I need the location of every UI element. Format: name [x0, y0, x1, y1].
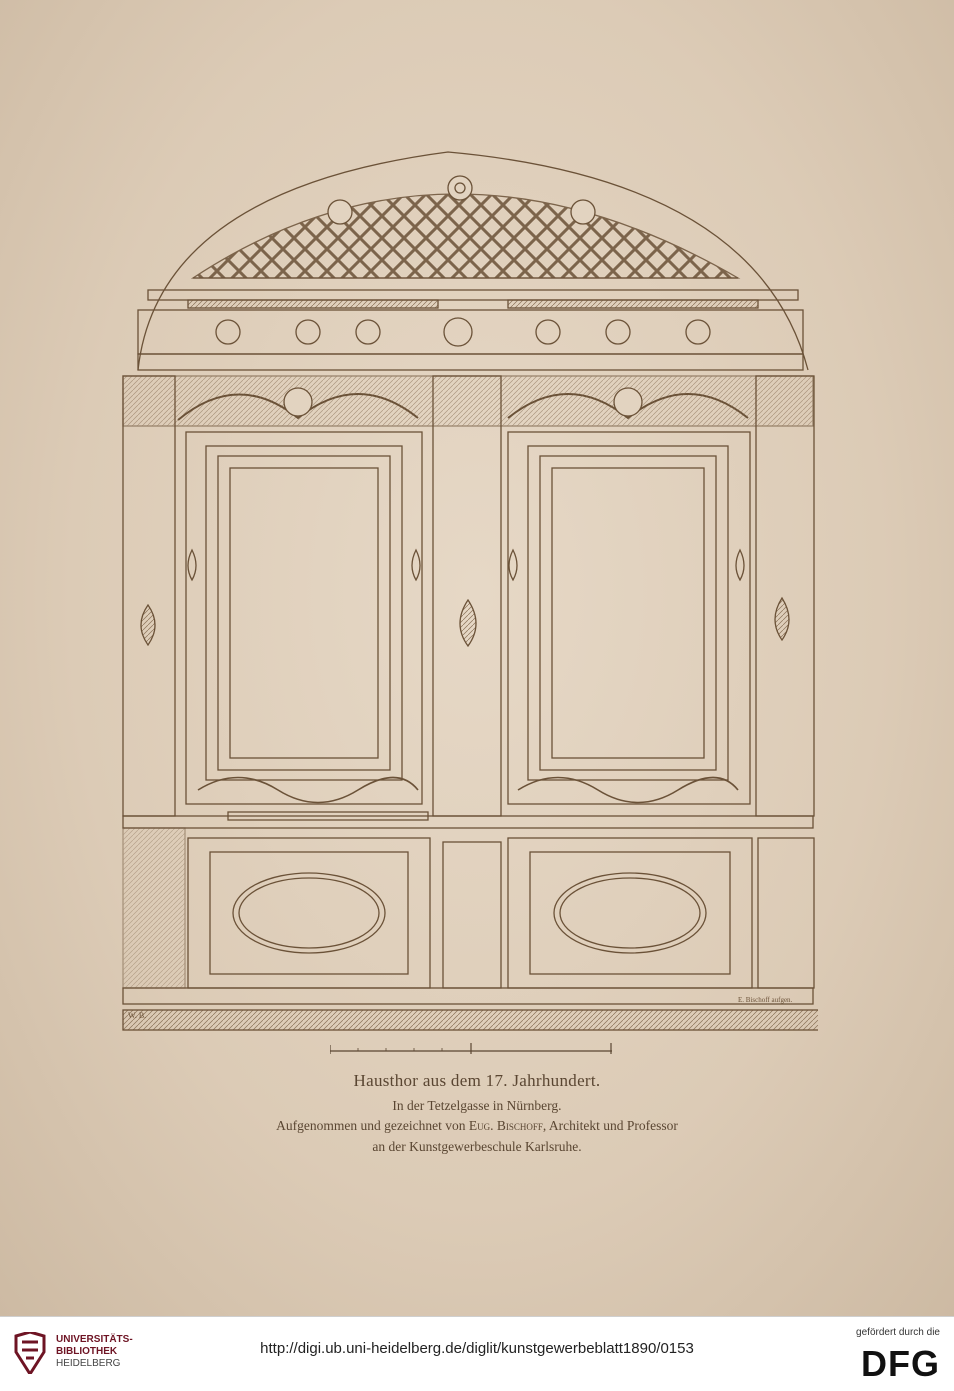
caption-institution: an der Kunstgewerbeschule Karlsruhe. [372, 1139, 582, 1154]
engraver-signature: E. Bischoff aufgen. [738, 996, 793, 1004]
credit-suffix: , Architekt und Professor [542, 1118, 678, 1133]
sponsor-note: gefördert durch die [856, 1327, 940, 1338]
permalink-url[interactable]: http://digi.ub.uni-heidelberg.de/diglit/kunstgewerbeblatt1890/0153 [260, 1340, 694, 1357]
dfg-logo[interactable]: DFG [861, 1343, 940, 1384]
digitization-footer [0, 1316, 954, 1391]
library-name-line1: UNIVERSITÄTS- [56, 1334, 133, 1345]
caption-credit [0, 1118, 954, 1134]
caption-title: Hausthor aus dem 17. Jahrhundert. [353, 1071, 601, 1090]
caption-location: In der Tetzelgasse in Nürnberg. [392, 1098, 562, 1113]
library-name-line3: HEIDELBERG [56, 1358, 121, 1369]
lattice-lunette [193, 194, 738, 278]
library-logo-icon[interactable] [12, 1332, 48, 1374]
credit-author: Eug. Bischoff [468, 1118, 543, 1133]
library-name-line2: BIBLIOTHEK [56, 1346, 118, 1357]
library-name[interactable] [56, 1334, 133, 1370]
scale-bar [330, 1040, 612, 1056]
door-engraving [118, 150, 818, 1040]
monogram: W. B. [128, 1011, 147, 1020]
credit-prefix: Aufgenommen und gezeichnet von [276, 1118, 469, 1133]
